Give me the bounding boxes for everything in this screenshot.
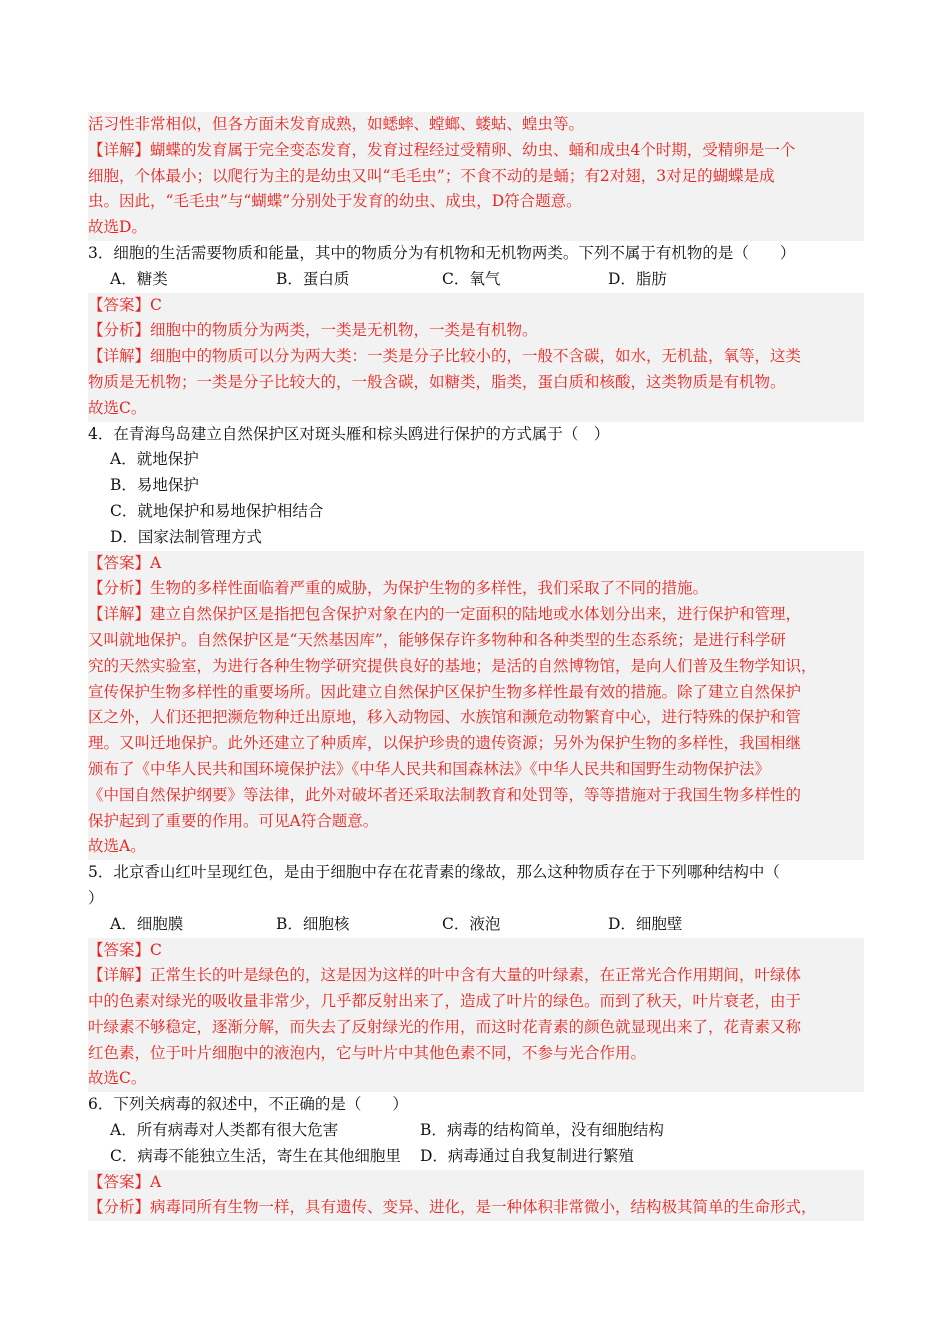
answer-line: 细胞，个体最小；以爬行为主的是幼虫又叫“毛毛虫”；不食不动的是蛹；有2对翅，3对足的蝴蝶是成 — [88, 166, 775, 185]
question-stem: 4．在青海鸟岛建立自然保护区对斑头雁和棕头鸥进行保护的方式属于（ ） — [88, 424, 610, 443]
answer-line: 【分析】细胞中的物质分为两类，一类是无机物，一类是有机物。 — [88, 321, 538, 340]
option-b: B．细胞核 — [276, 914, 350, 933]
answer-line: 故选D。 — [88, 218, 147, 237]
option-row — [88, 1144, 864, 1170]
answer-line: 【详解】细胞中的物质可以分为两大类：一类是分子比较小的，一般不含碳，如水，无机盐，氧等，这类 — [88, 347, 802, 366]
answer-line: 物质是无机物；一类是分子比较大的，一般含碳，如糖类，脂类，蛋白质和核酸，这类物质是有机物。 — [88, 372, 786, 391]
option-d: D．国家法制管理方式 — [110, 527, 262, 546]
option-a: A．就地保护 — [110, 450, 199, 469]
question-5 — [88, 860, 864, 1092]
answer-line: 【详解】正常生长的叶是绿色的，这是因为这样的叶中含有大量的叶绿素，在正常光合作用期间，叶绿体 — [88, 966, 802, 985]
answer-line: 究的天然实验室，为进行各种生物学研究提供良好的基地；是活的自然博物馆，是向人们普及生物学知识， — [88, 656, 817, 675]
answer-line: 【详解】蝴蝶的发育属于完全变态发育，发育过程经过受精卵、幼虫、蛹和成虫4个时期，受精卵是一个 — [88, 140, 796, 159]
option-row — [88, 1118, 864, 1144]
answer-line: 故选C。 — [88, 398, 147, 417]
option-row — [88, 267, 864, 293]
question-stem: 6．下列关病毒的叙述中，不正确的是（ ） — [88, 1095, 408, 1114]
option-a: A．细胞膜 — [110, 914, 184, 933]
document-page — [88, 112, 864, 1221]
answer-block — [88, 938, 864, 1093]
answer-block — [88, 551, 864, 861]
answer-line: 【答案】C — [88, 295, 162, 314]
question-stem: 3．细胞的生活需要物质和能量，其中的物质分为有机物和无机物两类。下列不属于有机物的是（ ） — [88, 243, 796, 262]
option-row — [88, 912, 864, 938]
answer-line: 故选C。 — [88, 1069, 147, 1088]
option-c: C．就地保护和易地保护相结合 — [110, 501, 324, 520]
option-b: B．易地保护 — [110, 476, 199, 495]
previous-answer-block — [88, 112, 864, 241]
option-c: C．液泡 — [442, 914, 501, 933]
answer-line: 红色素，位于叶片细胞中的液泡内，它与叶片中其他色素不同，不参与光合作用。 — [88, 1043, 647, 1062]
answer-block — [88, 1170, 864, 1222]
answer-line: 又叫就地保护。自然保护区是“天然基因库”，能够保存许多物种和各种类型的生态系统；是进行科学研 — [88, 630, 786, 649]
answer-line: 叶绿素不够稳定，逐渐分解，而失去了反射绿光的作用，而这时花青素的颜色就显现出来了，花青素又称 — [88, 1017, 802, 1036]
question-6 — [88, 1092, 864, 1221]
answer-line: 虫。因此，“毛毛虫”与“蝴蝶”分别处于发育的幼虫、成虫，D符合题意。 — [88, 192, 582, 211]
answer-block — [88, 293, 864, 422]
answer-line: 【分析】病毒同所有生物一样，具有遗传、变异、进化，是一种体积非常微小，结构极其简单的生命形式， — [88, 1198, 817, 1217]
answer-line: 【详解】建立自然保护区是指把包含保护对象在内的一定面积的陆地或水体划分出来，进行保护和管理， — [88, 605, 802, 624]
answer-line: 理。又叫迁地保护。此外还建立了种质库，以保护珍贵的遗传资源；另外为保护生物的多样性，我国相继 — [88, 734, 802, 753]
answer-line: 【答案】A — [88, 553, 162, 572]
question-stem-continued: ） — [88, 888, 104, 907]
answer-line: 《中国自然保护纲要》等法律，此外对破坏者还采取法制教育和处罚等，等等措施对于我国生物多样性的 — [88, 785, 802, 804]
answer-line: 活习性非常相似，但各方面未发育成熟，如蟋蟀、螳螂、蝼蛄、蝗虫等。 — [88, 115, 585, 133]
option-a: A．糖类 — [110, 269, 168, 288]
answer-line: 区之外，人们还把把濒危物种迁出原地，移入动物园、水族馆和濒危动物繁育中心，进行特殊的保护和管 — [88, 708, 802, 727]
option-b: B．病毒的结构简单，没有细胞结构 — [420, 1121, 664, 1140]
answer-line: 颁布了《中华人民共和国环境保护法》《中华人民共和国森林法》《中华人民共和国野生动物保护法》 — [88, 759, 771, 778]
option-d: D．细胞壁 — [608, 914, 683, 933]
answer-line: 【分析】生物的多样性面临着严重的威胁，为保护生物的多样性，我们采取了不同的措施。 — [88, 579, 709, 598]
option-c: C．氧气 — [442, 269, 501, 288]
question-stem: 5．北京香山红叶呈现红色，是由于细胞中存在花青素的缘故，那么这种物质存在于下列哪种结构中（ — [88, 863, 780, 882]
answer-line: 保护起到了重要的作用。可见A符合题意。 — [88, 811, 379, 830]
option-d: D．病毒通过自我复制进行繁殖 — [420, 1146, 634, 1165]
question-3 — [88, 241, 864, 422]
answer-line: 中的色素对绿光的吸收量非常少，几乎都反射出来了，造成了叶片的绿色。而到了秋天，叶片衰老，由于 — [88, 992, 802, 1011]
option-d: D．脂肪 — [608, 269, 667, 288]
answer-line: 【答案】A — [88, 1172, 162, 1191]
option-b: B．蛋白质 — [276, 269, 350, 288]
option-a: A．所有病毒对人类都有很大危害 — [110, 1121, 339, 1140]
answer-line: 【答案】C — [88, 940, 162, 959]
question-4 — [88, 422, 864, 861]
answer-line: 宣传保护生物多样性的重要场所。因此建立自然保护区保护生物多样性最有效的措施。除了建立自然保护 — [88, 682, 802, 701]
option-c: C．病毒不能独立生活，寄生在其他细胞里 — [110, 1146, 401, 1165]
answer-line: 故选A。 — [88, 837, 146, 856]
